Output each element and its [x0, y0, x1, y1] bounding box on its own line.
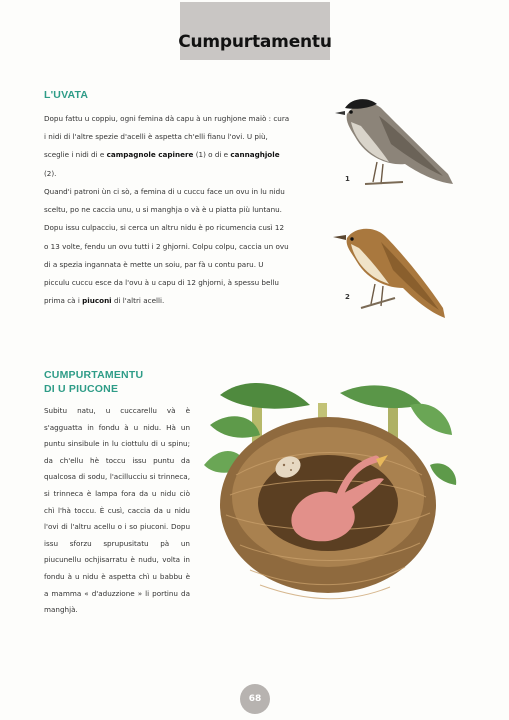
section-title-behaviour-line1: CUMPURTAMENTU [44, 369, 144, 381]
figure-label-2: 2 [345, 293, 350, 301]
paragraph-egg-laying-text2: di l'altri acelli. [111, 296, 165, 306]
section-title-behaviour [44, 368, 143, 396]
leaf [340, 385, 422, 408]
leaf [220, 383, 310, 409]
paragraph-nesting [44, 110, 290, 183]
nest-illustration [200, 375, 460, 625]
term-piuconi: piuconi [82, 296, 112, 306]
egg-speckle [292, 462, 294, 464]
paragraph-egg-laying [44, 183, 290, 310]
leaf [410, 404, 452, 435]
term-campagnole-capinere: campagnole capinere [106, 150, 194, 160]
section-title-uvata [44, 88, 88, 102]
page-number-badge [240, 684, 270, 714]
term-cannaghjole: cannaghjole [230, 150, 280, 160]
egg-speckle [283, 464, 285, 466]
leaf [430, 463, 456, 485]
figure-label-1: 1 [345, 175, 350, 183]
paragraph-nesting-text3: (2). [44, 168, 57, 178]
paragraph-chick-behaviour: Subitu natu, u cuccarellu và è s'agguatta in fondu à u nidu. Hà un puntu sinsibule in lu ciottulu di u spinu; da ch'ellu hè toccu issu puntu da qualcosa di sodu, l'acillucciu si trinneca, si trinneca è lampa fora da u nidu ciò chì l'hà toccu. È cusì, caccia da u nidu l'ovi di l'altru acellu o i so piuconi. Dopu issu sforzu sprupusitatu pà un piucunellu ochjisarratu è nudu, volta in fondu à u nidu è aspetta chì u babbu è a mamma « d'aduzzione » li portinu da manghjà. [44, 406, 190, 615]
bird-illustrations [325, 92, 460, 342]
page-title: Cumpurtamentu [178, 32, 332, 52]
paragraph-nesting-text1: Dopu fattu u coppiu, ogni femina dà capu à un rughjone maiò : cura i nidi di l'altre spezie d'acelli è aspetta ch'elli fianu l'ovi. U più, sceglie i nidi di e [44, 114, 290, 160]
title-box [180, 2, 330, 60]
page-number: 68 [248, 694, 262, 704]
paragraph-egg-laying-text1: Quand'i patroni ùn ci sò, a femina di u cuccu face un ovu in lu nidu sceltu, po ne caccia unu, u si manghja o và è u piatta più luntanu. Dopu issu culpacciu, si cerca un altru nidu è po ricumencia cusì 12 o 13 volte, fendu un ovu tutti i 2 ghjorni. Colpu colpu, caccia un ovu di a spezia ingannata è mette un soiu, par fà u contu paru. U picculu cuccu esce da l'ovu à u capu di 12 ghjorni, à spessu bellu prima cà i [44, 187, 289, 306]
bird-blackcap-illustration [335, 99, 453, 184]
section-title-uvata-text: L'UVATA [44, 89, 89, 101]
section-title-behaviour-line2: DI U PIUCONE [44, 383, 119, 395]
paragraph-nesting-text2: (1) o di e [193, 150, 231, 160]
egg-speckle [290, 469, 292, 471]
bird-reed-warbler-illustration [333, 229, 445, 318]
